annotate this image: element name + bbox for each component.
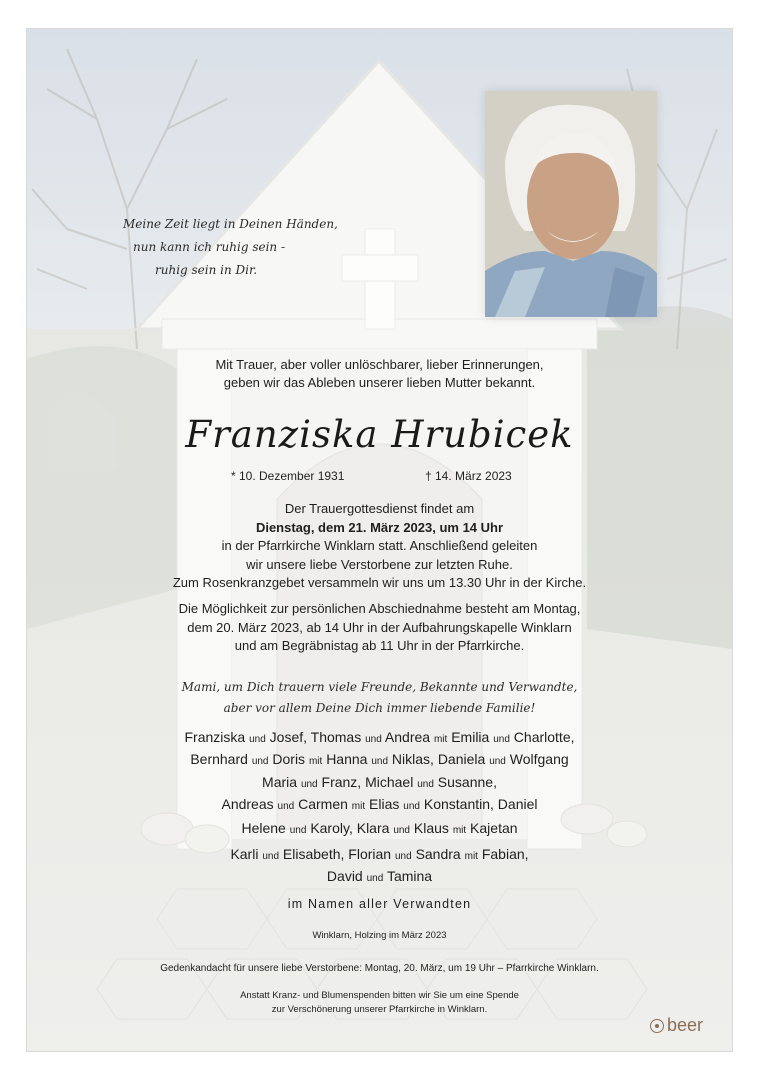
mourner-name: Helene [241,820,286,836]
mourner-name: Hanna [326,750,368,767]
portrait-photo [485,91,657,317]
connector-word: und [365,734,382,745]
connector-word: und [251,755,269,767]
mourners-group-3 [27,819,732,841]
verse-line: ruhig sein in Dir. [155,263,258,277]
announcement-intro [27,356,732,392]
mourner-name: Carmen [298,795,348,812]
mourners-line [27,845,732,867]
motto-line: Mami, um Dich trauern viele Freunde, Bekannte und Verwandte, [181,680,578,694]
connector-word: und [493,734,510,745]
mourners-group-2 [27,773,732,816]
mourner-name: Karli [230,846,259,862]
mourner-name: David [326,867,363,884]
mourner-name: Wolfgang [509,750,569,767]
place-and-date: Winklarn, Holzing im März 2023 [312,930,447,941]
mourner-name: Niklas, Daniela [391,750,486,767]
mourner-name: Bernhard [190,750,248,767]
mourner-name: Kajetan [470,820,518,836]
mourners-line [27,819,732,841]
mourners-line [27,867,732,889]
intro-line: Mit Trauer, aber voller unlöschbarer, lieber Erinnerungen, [215,357,544,372]
service-date: Dienstag, dem 21. März 2023, um 14 Uhr [255,519,504,535]
mourner-name: Fabian, [481,846,529,862]
memorial-service-note: Gedenkandacht für unsere liebe Verstorbene: Montag, 20. März, um 19 Uhr – Pfarrkirche Winklarn. [160,963,599,974]
death-date: † 14. März 2023 [425,469,512,483]
connector-word: und [366,872,384,884]
connector-word: und [417,779,434,790]
deceased-name: Franziska Hrubicek [185,413,574,456]
donation-note [27,989,732,1017]
mourner-name: Elias [369,795,400,812]
connector-word: und [371,755,389,767]
on-behalf-line: im Namen aller Verwandten [287,897,472,911]
connector-word: mit [464,851,478,862]
mourner-name: Franziska [184,729,246,745]
obituary-card [26,28,733,1052]
mourners-line [27,773,732,795]
mourner-name: Tamina [386,867,433,884]
mourner-name: Karoly, Klara [310,820,390,836]
mourner-name: Sandra [415,846,461,862]
mourner-name: Josef, Thomas [269,729,362,745]
donation-line: zur Verschönerung unserer Pfarrkirche in Winklarn. [271,1004,488,1015]
mourner-name: Franz, Michael [321,774,414,790]
intro-line: geben wir das Ableben unserer lieben Mutter bekannt. [223,375,536,390]
farewell-info [27,600,732,656]
service-line: wir unsere liebe Verstorbene zur letzten Ruhe. [246,556,513,572]
connector-word: mit [452,825,467,836]
service-line: in der Pfarrkirche Winklarn statt. Anschließend geleiten [221,538,538,553]
logo-text: beer [667,1015,704,1035]
connector-word: und [403,800,420,812]
mourner-name: Andreas [221,795,274,812]
connector-word: und [262,851,280,862]
connector-word: und [289,825,307,836]
farewell-line: und am Begräbnistag ab 11 Uhr in der Pfarrkirche. [234,638,525,653]
connector-word: und [394,851,412,862]
donation-line: Anstatt Kranz- und Blumenspenden bitten wir Sie um eine Spende [240,990,519,1001]
mourner-name: Charlotte, [513,729,575,745]
connector-word: und [489,755,506,767]
family-motto [27,677,732,719]
mourners-line [27,728,732,750]
connector-word: mit [433,734,448,745]
connector-word: und [300,779,318,790]
farewell-line: Die Möglichkeit zur persönlichen Abschiednahme besteht am Montag, [178,601,581,616]
mourner-name: Elisabeth, Florian [282,846,392,862]
mourners-line [27,795,732,817]
mourner-name: Doris [272,750,306,767]
connector-word: und [393,825,410,836]
mourners-line [27,750,732,772]
flower-icon [649,1018,665,1034]
funeral-service-info [27,500,732,593]
mourner-name: Emilia [451,729,490,745]
connector-word: und [249,734,266,745]
verse-line: nun kann ich ruhig sein - [133,240,286,254]
connector-word: mit [351,800,366,812]
mourner-name: Konstantin, Daniel [423,795,538,812]
mourner-name: Maria [262,774,298,790]
rosary-line: Zum Rosenkranzgebet versammeln wir uns um 13.30 Uhr in der Kirche. [172,575,587,590]
service-line: Der Trauergottesdienst findet am [284,501,475,516]
birth-date: * 10. Dezember 1931 [231,469,345,483]
connector-word: mit [308,755,323,767]
mourner-name: Andrea [384,729,431,745]
mourner-name: Susanne, [437,774,497,790]
funeral-home-logo [649,1015,703,1036]
mourners-group-4 [27,845,732,888]
mourner-name: Klaus [413,820,449,836]
motto-line: aber vor allem Deine Dich immer liebende Familie! [223,701,536,715]
opening-verse [123,213,343,282]
mourners-group-1 [27,728,732,771]
verse-line: Meine Zeit liegt in Deinen Händen, [123,217,338,231]
farewell-line: dem 20. März 2023, ab 14 Uhr in der Aufbahrungskapelle Winklarn [187,619,572,635]
connector-word: und [277,800,295,812]
